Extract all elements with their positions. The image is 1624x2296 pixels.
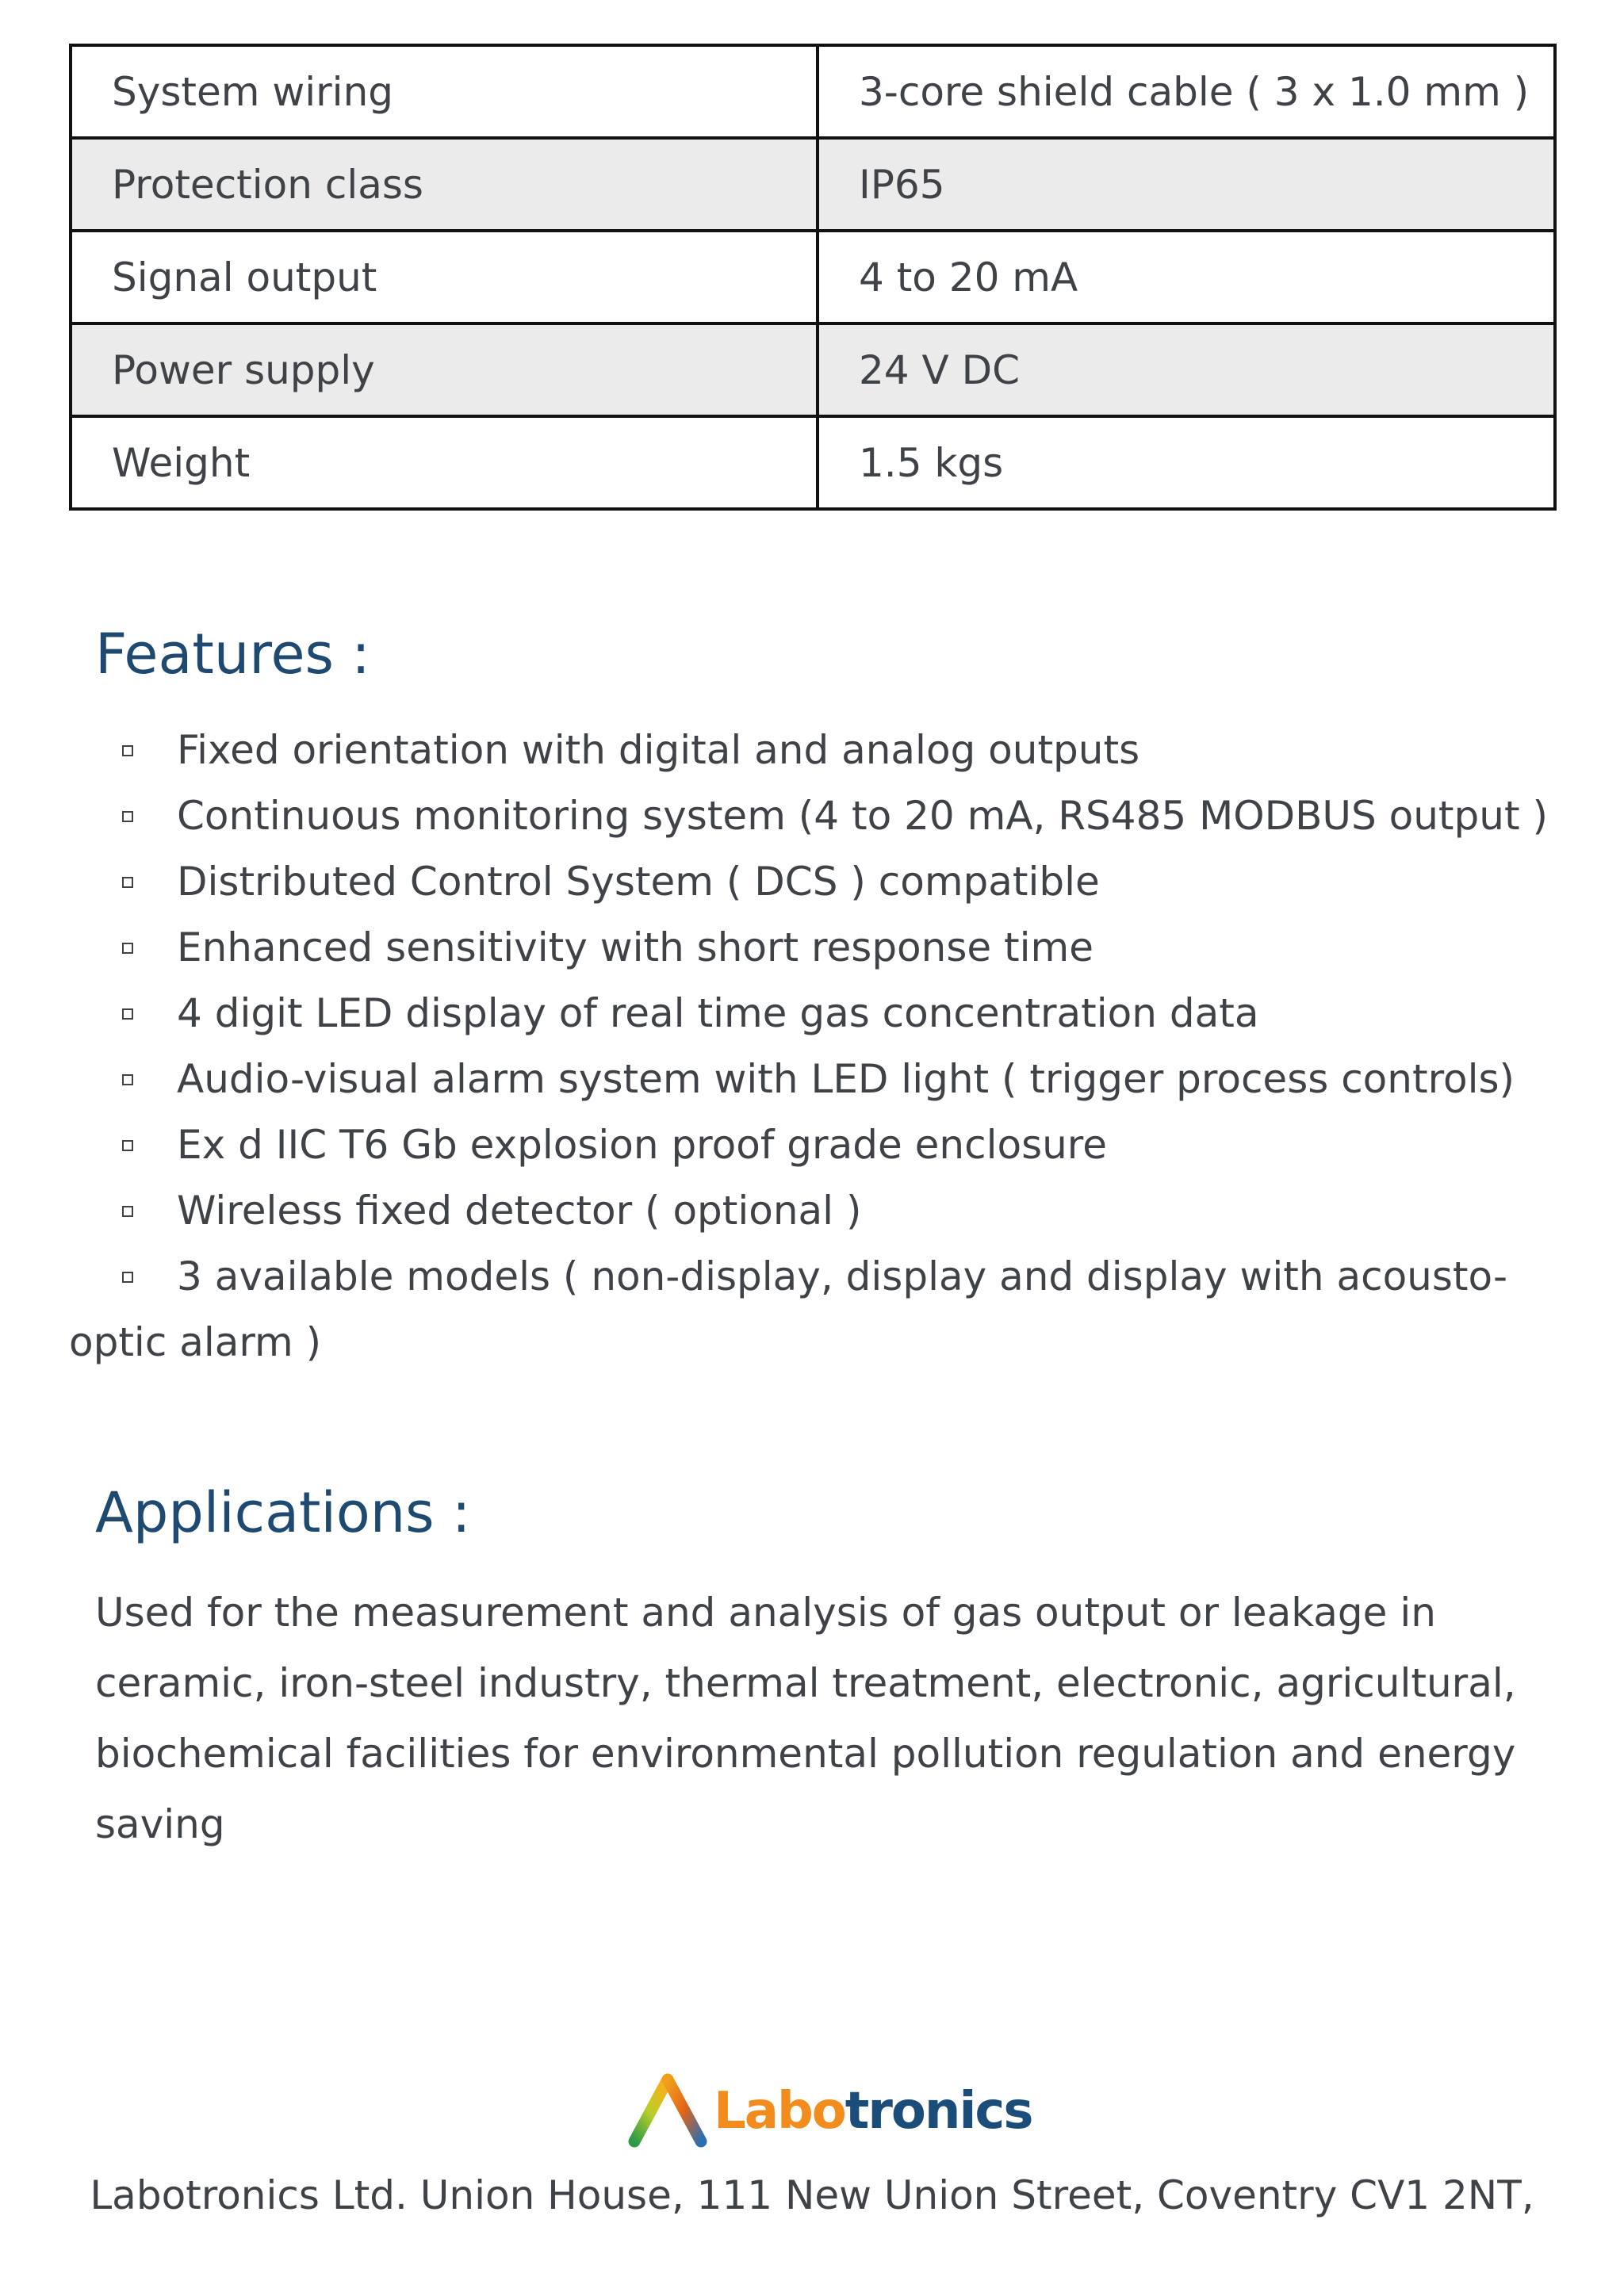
feature-item (69, 718, 1560, 783)
hollow-square-bullet-icon (122, 1008, 133, 1020)
feature-text: 3 available models ( non-display, display and display with acousto-optic alarm ) (69, 1253, 1508, 1365)
logo-wordmark (714, 2081, 1032, 2141)
feature-item (69, 981, 1560, 1047)
spec-table (69, 44, 1557, 511)
company-address: Labotronics Ltd. Union House, 111 New Union Street, Coventry CV1 2NT, (90, 2172, 1534, 2218)
feature-item (69, 1244, 1560, 1376)
triangle-logo-icon (626, 2073, 709, 2149)
feature-item (69, 1178, 1560, 1244)
hollow-square-bullet-icon (122, 811, 133, 822)
applications-heading: Applications : (95, 1480, 471, 1545)
spec-value: IP65 (818, 138, 1555, 231)
feature-text: 4 digit LED display of real time gas concentration data (177, 990, 1259, 1036)
feature-list (69, 718, 1560, 1376)
feature-text: Wireless fixed detector ( optional ) (177, 1188, 862, 1234)
labotronics-logo (626, 2069, 1032, 2152)
spec-row-weight (71, 416, 1555, 509)
feature-item (69, 783, 1560, 849)
spec-row-protection-class (71, 138, 1555, 231)
hollow-square-bullet-icon (122, 1206, 133, 1217)
hollow-square-bullet-icon (122, 1272, 133, 1283)
feature-text: Fixed orientation with digital and analog outputs (177, 727, 1140, 773)
feature-text: Enhanced sensitivity with short response time (177, 924, 1094, 970)
logo-wordmark-part-a: Labo (714, 2081, 845, 2141)
spec-value: 3-core shield cable ( 3 x 1.0 mm ) (818, 45, 1555, 138)
feature-item (69, 1047, 1560, 1112)
feature-text: Ex d IIC T6 Gb explosion proof grade enclosure (177, 1122, 1108, 1168)
feature-item (69, 1112, 1560, 1178)
hollow-square-bullet-icon (122, 943, 133, 954)
spec-row-system-wiring (71, 45, 1555, 138)
feature-text: Continuous monitoring system (4 to 20 mA, RS485 MODBUS output ) (177, 793, 1548, 839)
feature-item (69, 849, 1560, 915)
spec-value: 1.5 kgs (818, 416, 1555, 509)
hollow-square-bullet-icon (122, 1074, 133, 1085)
hollow-square-bullet-icon (122, 877, 133, 888)
logo-wordmark-part-b: tronics (845, 2081, 1032, 2141)
spec-row-power-supply (71, 323, 1555, 416)
feature-text: Distributed Control System ( DCS ) compatible (177, 859, 1100, 905)
spec-value: 4 to 20 mA (818, 231, 1555, 323)
spec-label: Power supply (71, 323, 818, 416)
spec-value: 24 V DC (818, 323, 1555, 416)
spec-label: Signal output (71, 231, 818, 323)
spec-label: System wiring (71, 45, 818, 138)
feature-item (69, 915, 1560, 981)
hollow-square-bullet-icon (122, 745, 133, 756)
spec-row-signal-output (71, 231, 1555, 323)
hollow-square-bullet-icon (122, 1140, 133, 1151)
features-heading: Features : (95, 622, 370, 687)
spec-label: Weight (71, 416, 818, 509)
feature-text: Audio-visual alarm system with LED light ( trigger process controls) (177, 1056, 1515, 1102)
applications-text: Used for the measurement and analysis of gas output or leakage in ceramic, iron-steel industry, thermal treatment, electronic, agricultural, biochemical facilities for environmental pollution regulation and energy saving (95, 1590, 1516, 1847)
spec-label: Protection class (71, 138, 818, 231)
